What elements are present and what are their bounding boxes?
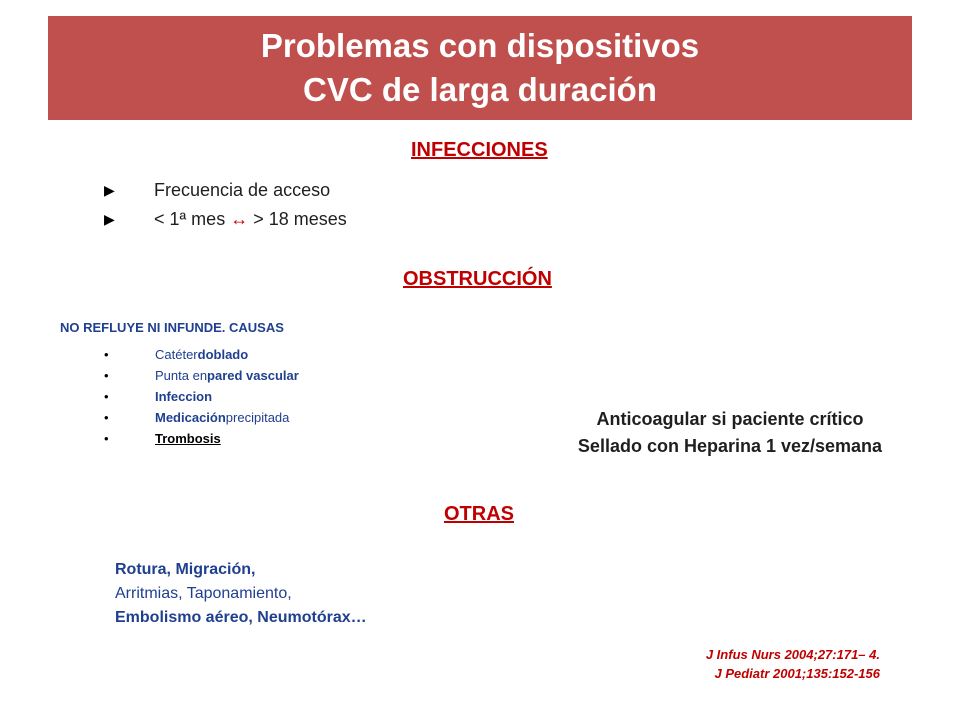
bullet-dot-icon: • xyxy=(104,389,109,404)
cause-bold: Medicación xyxy=(155,410,226,425)
duration-text xyxy=(154,209,347,230)
list-item xyxy=(104,407,299,428)
otras-heading: OTRAS xyxy=(444,503,514,525)
list-item xyxy=(104,428,299,449)
infecciones-list xyxy=(104,176,347,234)
cause-bold: Infeccion xyxy=(155,389,213,404)
references xyxy=(706,645,880,683)
triangle-bullet-icon: ▶ xyxy=(104,182,115,198)
list-item xyxy=(104,365,299,386)
otras-line-2: Arritmias, Taponamiento, xyxy=(115,585,292,602)
obstruccion-heading: OBSTRUCCIÓN xyxy=(403,268,552,290)
reference-1: J Infus Nurs 2004;27:171– 4. xyxy=(705,647,880,662)
treatment-line-2: Sellado con Heparina 1 vez/semana xyxy=(577,436,883,456)
title-line-2: CVC de larga duración xyxy=(303,71,657,108)
list-item xyxy=(104,386,299,407)
cause-text: Catéter xyxy=(155,347,198,362)
bullet-dot-icon: • xyxy=(104,347,109,362)
title-line-1: Problemas con dispositivos xyxy=(260,27,700,64)
causes-list xyxy=(104,344,299,449)
cause-text: precipitada xyxy=(225,410,290,425)
treatment-note xyxy=(530,406,930,460)
title-banner xyxy=(48,16,912,120)
bullet-dot-icon: • xyxy=(104,410,109,425)
otras-list xyxy=(115,558,367,630)
cause-text: Punta en xyxy=(155,368,208,383)
cause-bold: Trombosis xyxy=(155,431,221,446)
cause-bold: pared vascular xyxy=(207,368,299,383)
duration-after: > 18 meses xyxy=(248,209,347,229)
bullet-dot-icon: • xyxy=(104,431,109,446)
triangle-bullet-icon: ▶ xyxy=(104,211,115,227)
infecciones-heading: INFECCIONES xyxy=(411,139,548,161)
otras-line-3: Embolismo aéreo, Neumotórax… xyxy=(115,609,367,626)
double-arrow-icon: ↔ xyxy=(230,209,249,229)
cause-bold: doblado xyxy=(197,347,249,362)
treatment-line-1: Anticoagular si paciente crítico xyxy=(596,409,864,429)
duration-before: < 1ª mes xyxy=(154,209,231,229)
frecuencia-text: Frecuencia de acceso xyxy=(154,180,331,200)
otras-line-1: Rotura, Migración, xyxy=(115,561,256,578)
list-item xyxy=(104,344,299,365)
bullet-dot-icon: • xyxy=(104,368,109,383)
list-item xyxy=(104,176,347,205)
list-item xyxy=(104,205,347,234)
reference-2: J Pediatr 2001;135:152-156 xyxy=(714,666,880,681)
causes-title: NO REFLUYE NI INFUNDE. CAUSAS xyxy=(60,320,284,335)
